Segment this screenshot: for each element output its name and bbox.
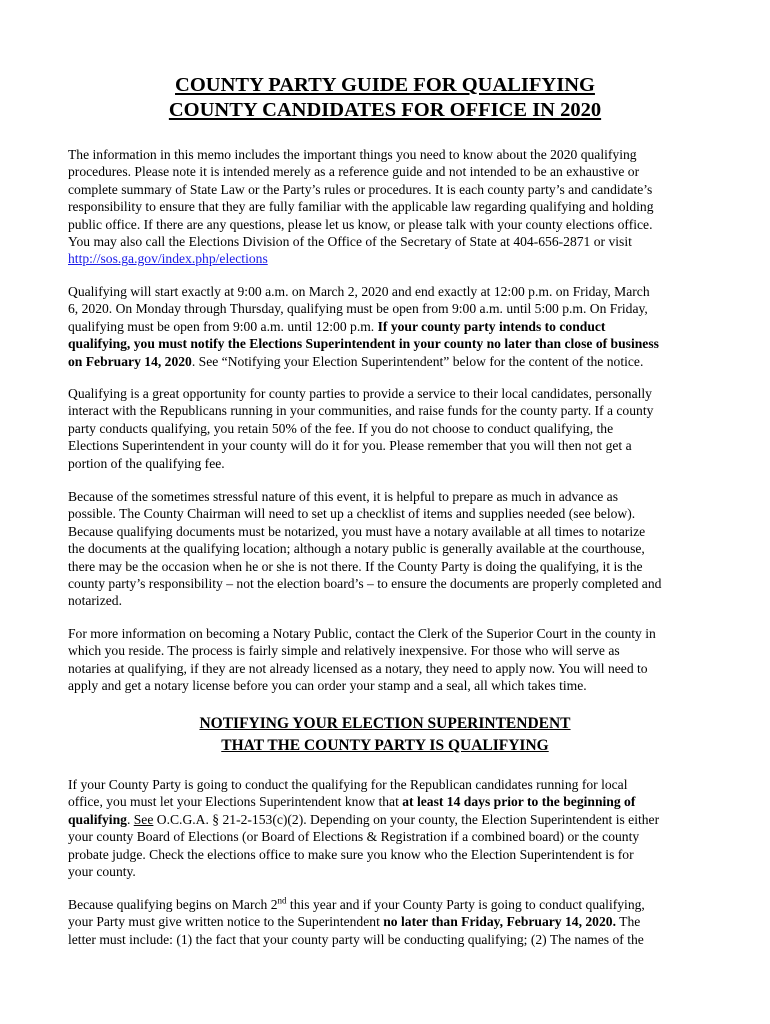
text-line: For more information on becoming a Notary Public, contact the Clerk of the Superior Court in the county in xyxy=(68,626,656,641)
text-line: portion of the qualifying fee. xyxy=(68,455,225,471)
text-line: Elections Superintendent in your county will do it for you. Please remember that you will then not get a xyxy=(68,438,632,454)
text-span: . xyxy=(126,811,134,827)
text-line: If your County Party is going to conduct the qualifying for the Republican candidates running for local xyxy=(68,777,628,792)
qualifying-dates-paragraph xyxy=(68,283,708,370)
notary-paragraph xyxy=(68,625,708,695)
text-line: Because qualifying documents must be notarized, you must have a notary available at all times to notarize xyxy=(68,523,646,539)
text-span: The xyxy=(615,914,641,930)
text-line: letter must include: (1) the fact that your county party will be conducting qualifying; (2) The names of the xyxy=(68,931,644,947)
text-line: Qualifying is a great opportunity for county parties to provide a service to their local candidates, personally xyxy=(68,386,652,401)
text-line: apply and get a notary license before you can order your stamp and a seal, all which takes time. xyxy=(68,678,587,694)
text-line: complete summary of State Law or the Party’s rules or procedures. It is each county party’s and candidate’s xyxy=(68,181,653,197)
text-line: 6, 2020. On Monday through Thursday, qualifying must be open from 9:00 a.m. until 5:00 p.m. On Friday, xyxy=(68,301,648,317)
document-title-line-2: COUNTY CANDIDATES FOR OFFICE IN 2020 xyxy=(168,99,602,121)
opportunity-paragraph xyxy=(68,385,708,472)
ordinal-suffix: nd xyxy=(277,895,287,906)
bold-text: on February 14, 2020 xyxy=(68,353,192,369)
text-span: your Party must give written notice to the Superintendent xyxy=(68,914,384,930)
sos-elections-link[interactable]: http://sos.ga.gov/index.php/elections xyxy=(68,251,268,267)
text-span: qualifying must be open from 9:00 a.m. until 12:00 p.m. xyxy=(68,318,378,334)
notify-superintendent-paragraph xyxy=(68,776,708,880)
bold-text: qualifying xyxy=(68,811,127,827)
text-span: Because qualifying begins on March 2 xyxy=(68,897,278,912)
text-span: office, you must let your Elections Superintendent know that xyxy=(68,794,403,810)
text-line: responsibility to ensure that they are fully familiar with the applicable law regarding qualifying and holding xyxy=(68,199,654,215)
text-line: You may also call the Elections Division of the Office of the Secretary of State at 404-656-2871 or visit xyxy=(68,234,632,250)
written-notice-paragraph xyxy=(68,896,708,948)
text-line: your county. xyxy=(68,864,136,880)
text-span: O.C.G.A. § 21-2-153(c)(2). Depending on your county, the Election Superintendent is either xyxy=(153,811,660,827)
text-line: Qualifying will start exactly at 9:00 a.m. on March 2, 2020 and end exactly at 12:00 p.m. on Friday, March xyxy=(68,284,650,299)
text-line: probate judge. Check the elections office to make sure you know who the Election Superintendent is for xyxy=(68,846,634,862)
document-title-line-1: COUNTY PARTY GUIDE FOR QUALIFYING xyxy=(175,74,595,96)
preparation-paragraph xyxy=(68,488,708,610)
text-span: . See “Notifying your Election Superintendent” below for the content of the notice. xyxy=(191,353,644,369)
text-line: the documents at the qualifying location; although a notary public is generally available at the courthouse, xyxy=(68,541,645,557)
intro-paragraph xyxy=(68,146,708,268)
text-line: county party’s responsibility – not the election board’s – to ensure the documents are properly completed and xyxy=(68,576,662,592)
text-line: notarized. xyxy=(68,593,122,609)
text-span: this year and if your County Party is going to conduct qualifying, xyxy=(286,897,645,912)
text-line: public office. If there are any questions, please let us know, or please talk with your county elections office. xyxy=(68,216,653,232)
text-line: procedures. Please note it is intended merely as a reference guide and not intended to be an exhaustive or xyxy=(68,164,640,180)
text-line: party conducts qualifying, you retain 50% of the fee. If you do not choose to conduct qualifying, the xyxy=(68,420,614,436)
bold-text: no later than Friday, February 14, 2020. xyxy=(383,914,616,930)
text-line: The information in this memo includes the important things you need to know about the 2020 qualifying xyxy=(68,147,637,162)
bold-text: qualifying, you must notify the Elections Superintendent in your county no later than close of business xyxy=(68,336,659,352)
bold-text: at least 14 days prior to the beginning of xyxy=(402,794,636,810)
section-heading-line-2: THAT THE COUNTY PARTY IS QUALIFYING xyxy=(221,737,549,754)
text-line: which you reside. The process is fairly simple and relatively inexpensive. For those who will serve as xyxy=(68,643,620,659)
text-line: your county Board of Elections (or Board of Elections & Registration if a combined board) or the county xyxy=(68,829,640,845)
bold-text: If your county party intends to conduct xyxy=(377,318,606,334)
text-line: notaries at qualifying, if they are not already licensed as a notary, they need to apply now. You will need to xyxy=(68,660,648,676)
text-line: Because of the sometimes stressful nature of this event, it is helpful to prepare as much in advance as xyxy=(68,489,619,504)
see-reference: See xyxy=(133,811,154,827)
text-line: there may be the occasion when he or she is not there. If the County Party is doing the qualifying, it is the xyxy=(68,558,643,574)
text-line: possible. The County Chairman will need to set up a checklist of items and supplies needed (see below). xyxy=(68,506,636,522)
text-line: interact with the Republicans running in your communities, and raise funds for the county party. If a county xyxy=(68,403,654,419)
section-heading-line-1: NOTIFYING YOUR ELECTION SUPERINTENDENT xyxy=(199,715,571,732)
